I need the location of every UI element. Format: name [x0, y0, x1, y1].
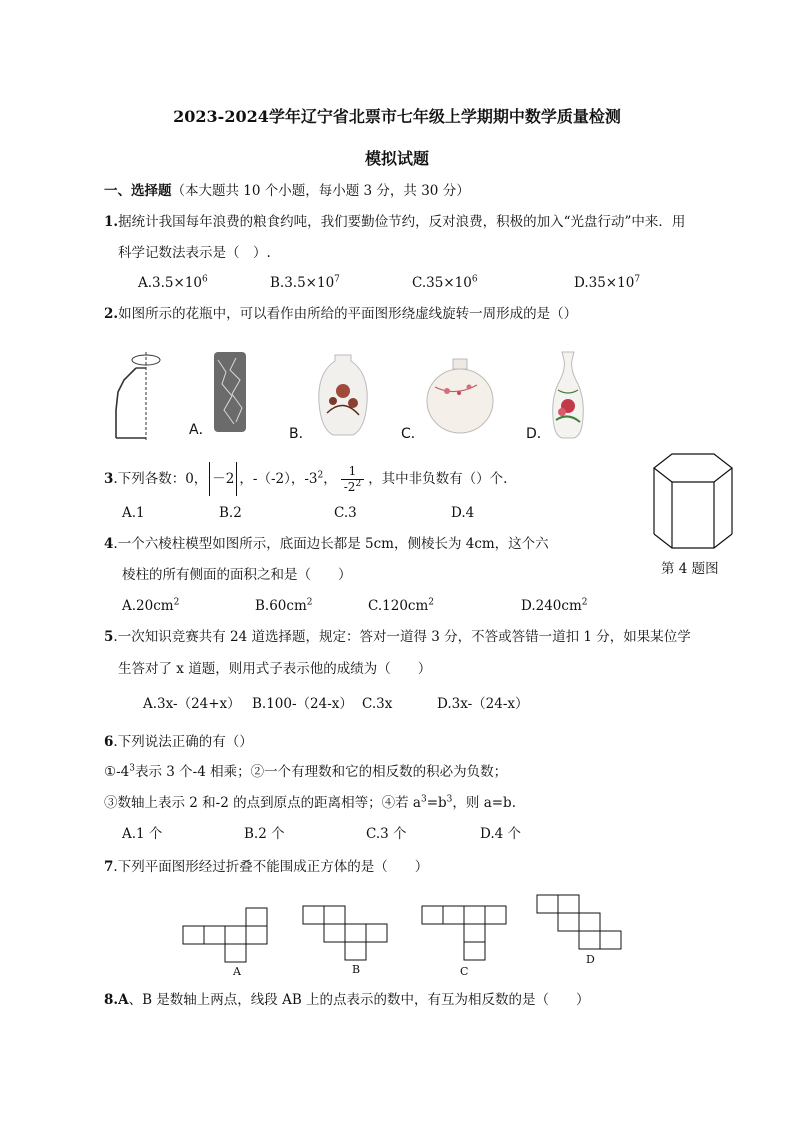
- question-text: 据统计我国每年浪费的粮食约吨，我们要勤俭节约，反对浪费，积极的加入“光盘行动”中来．用: [118, 214, 686, 230]
- question-text: .下列平面图形经过折叠不能围成正方体的是（ ）: [113, 859, 429, 875]
- option-a: A.3x-（24+x）: [143, 696, 241, 712]
- option-c: C.3 个: [366, 826, 407, 842]
- question-8: 8.A、B 是数轴上两点，线段 AB 上的点表示的数中，有互为相反数的是（ ）: [104, 992, 590, 1008]
- question-number: 5: [104, 629, 114, 645]
- statements-1-2: $①-4^3$表示 3 个-4 相乘；②一个有理数和它的相反数的积必为负数；: [104, 763, 508, 780]
- option-a: A.1 个: [122, 826, 163, 842]
- net-label-c: C: [460, 965, 469, 978]
- question-text: 、B 是数轴上两点，线段 AB 上的点表示的数中，有互为相反数的是（ ）: [128, 992, 590, 1008]
- option-d: D.3x-（24-x）: [437, 696, 529, 712]
- question-1-line2: 科学记数法表示是（ ）.: [118, 245, 271, 261]
- vase-label-b: B．: [289, 426, 313, 442]
- question-number: 3: [104, 471, 114, 487]
- fraction: $\frac{1}{-2^2}$: [341, 464, 364, 495]
- option-c: C.3x: [362, 696, 393, 712]
- option-b: $B.60cm^2$: [255, 597, 313, 614]
- question-text: .一次知识竞赛共有 24 道选择题，规定：答对一道得 3 分，不答或答错一道扣 1 分，如果某位学: [113, 629, 691, 645]
- net-label-d: D: [586, 953, 595, 966]
- option-b: B.2 个: [244, 826, 285, 842]
- vase-label-a: A．: [189, 422, 213, 438]
- net-label-b: B: [352, 963, 361, 976]
- absolute-value: －2: [209, 462, 237, 496]
- question-number: 7: [104, 859, 114, 875]
- option-d: $D.240cm^2$: [521, 597, 588, 614]
- option-a: $A.20cm^2$: [122, 597, 180, 614]
- option-b: B.100-（24-x）: [252, 696, 353, 712]
- question-4-line2: 棱柱的所有侧面的面积之和是（ ）: [122, 567, 352, 583]
- question-5-line2: 生答对了 x 道题，则用式子表示他的成绩为（ ）: [118, 661, 432, 677]
- section-note: （本大题共 10 个小题，每小题 3 分，共 30 分）: [171, 183, 470, 199]
- question-number: 4: [104, 536, 114, 552]
- option-c: $C.120cm^2$: [368, 597, 435, 614]
- question-3: 3.下列各数：0， －2 ，-（-2），$-3^2$， $\frac{1}{-2^2}$ ，其中非负数有（）个.: [104, 464, 508, 494]
- question-number: 6: [104, 734, 114, 750]
- option-b: $B.3.5\times 10^7$: [270, 274, 340, 291]
- net-label-a: A: [233, 965, 241, 978]
- option-c: C.3: [334, 505, 357, 521]
- question-text: .一个六棱柱模型如图所示，底面边长都是 5cm，侧棱长为 4cm，这个六: [113, 536, 549, 552]
- question-number: 2.: [104, 306, 119, 322]
- question-number: 8.: [104, 992, 119, 1008]
- option-d: D.4: [451, 505, 475, 521]
- option-a: A.1: [122, 505, 145, 521]
- page-title: 2023-2024学年辽宁省北票市七年级上学期期中数学质量检测: [173, 107, 621, 126]
- vase-label-d: D．: [526, 426, 551, 442]
- figure-caption: 第 4 题图: [661, 561, 719, 577]
- section-title: 一、选择题: [104, 183, 172, 199]
- page-subtitle: 模拟试题: [364, 149, 429, 168]
- option-d: $D.35\times 10^7$: [574, 274, 641, 291]
- statements-3-4: ③数轴上表示 2 和-2 的点到原点的距离相等；④若 $a^3=b^3$，则 a=b.: [104, 794, 516, 811]
- question-text: .下列说法正确的有（）: [113, 734, 253, 750]
- option-d: D.4 个: [480, 826, 522, 842]
- option-b: B.2: [219, 505, 242, 521]
- option-c: $C.35\times 10^6$: [412, 274, 478, 291]
- question-number: 1.: [104, 214, 119, 230]
- option-a: $A.3.5\times 10^6$: [138, 274, 208, 291]
- vase-label-c: C．: [401, 426, 425, 442]
- question-text: 如图所示的花瓶中，可以看作由所给的平面图形绕虚线旋转一周形成的是（）: [118, 306, 578, 322]
